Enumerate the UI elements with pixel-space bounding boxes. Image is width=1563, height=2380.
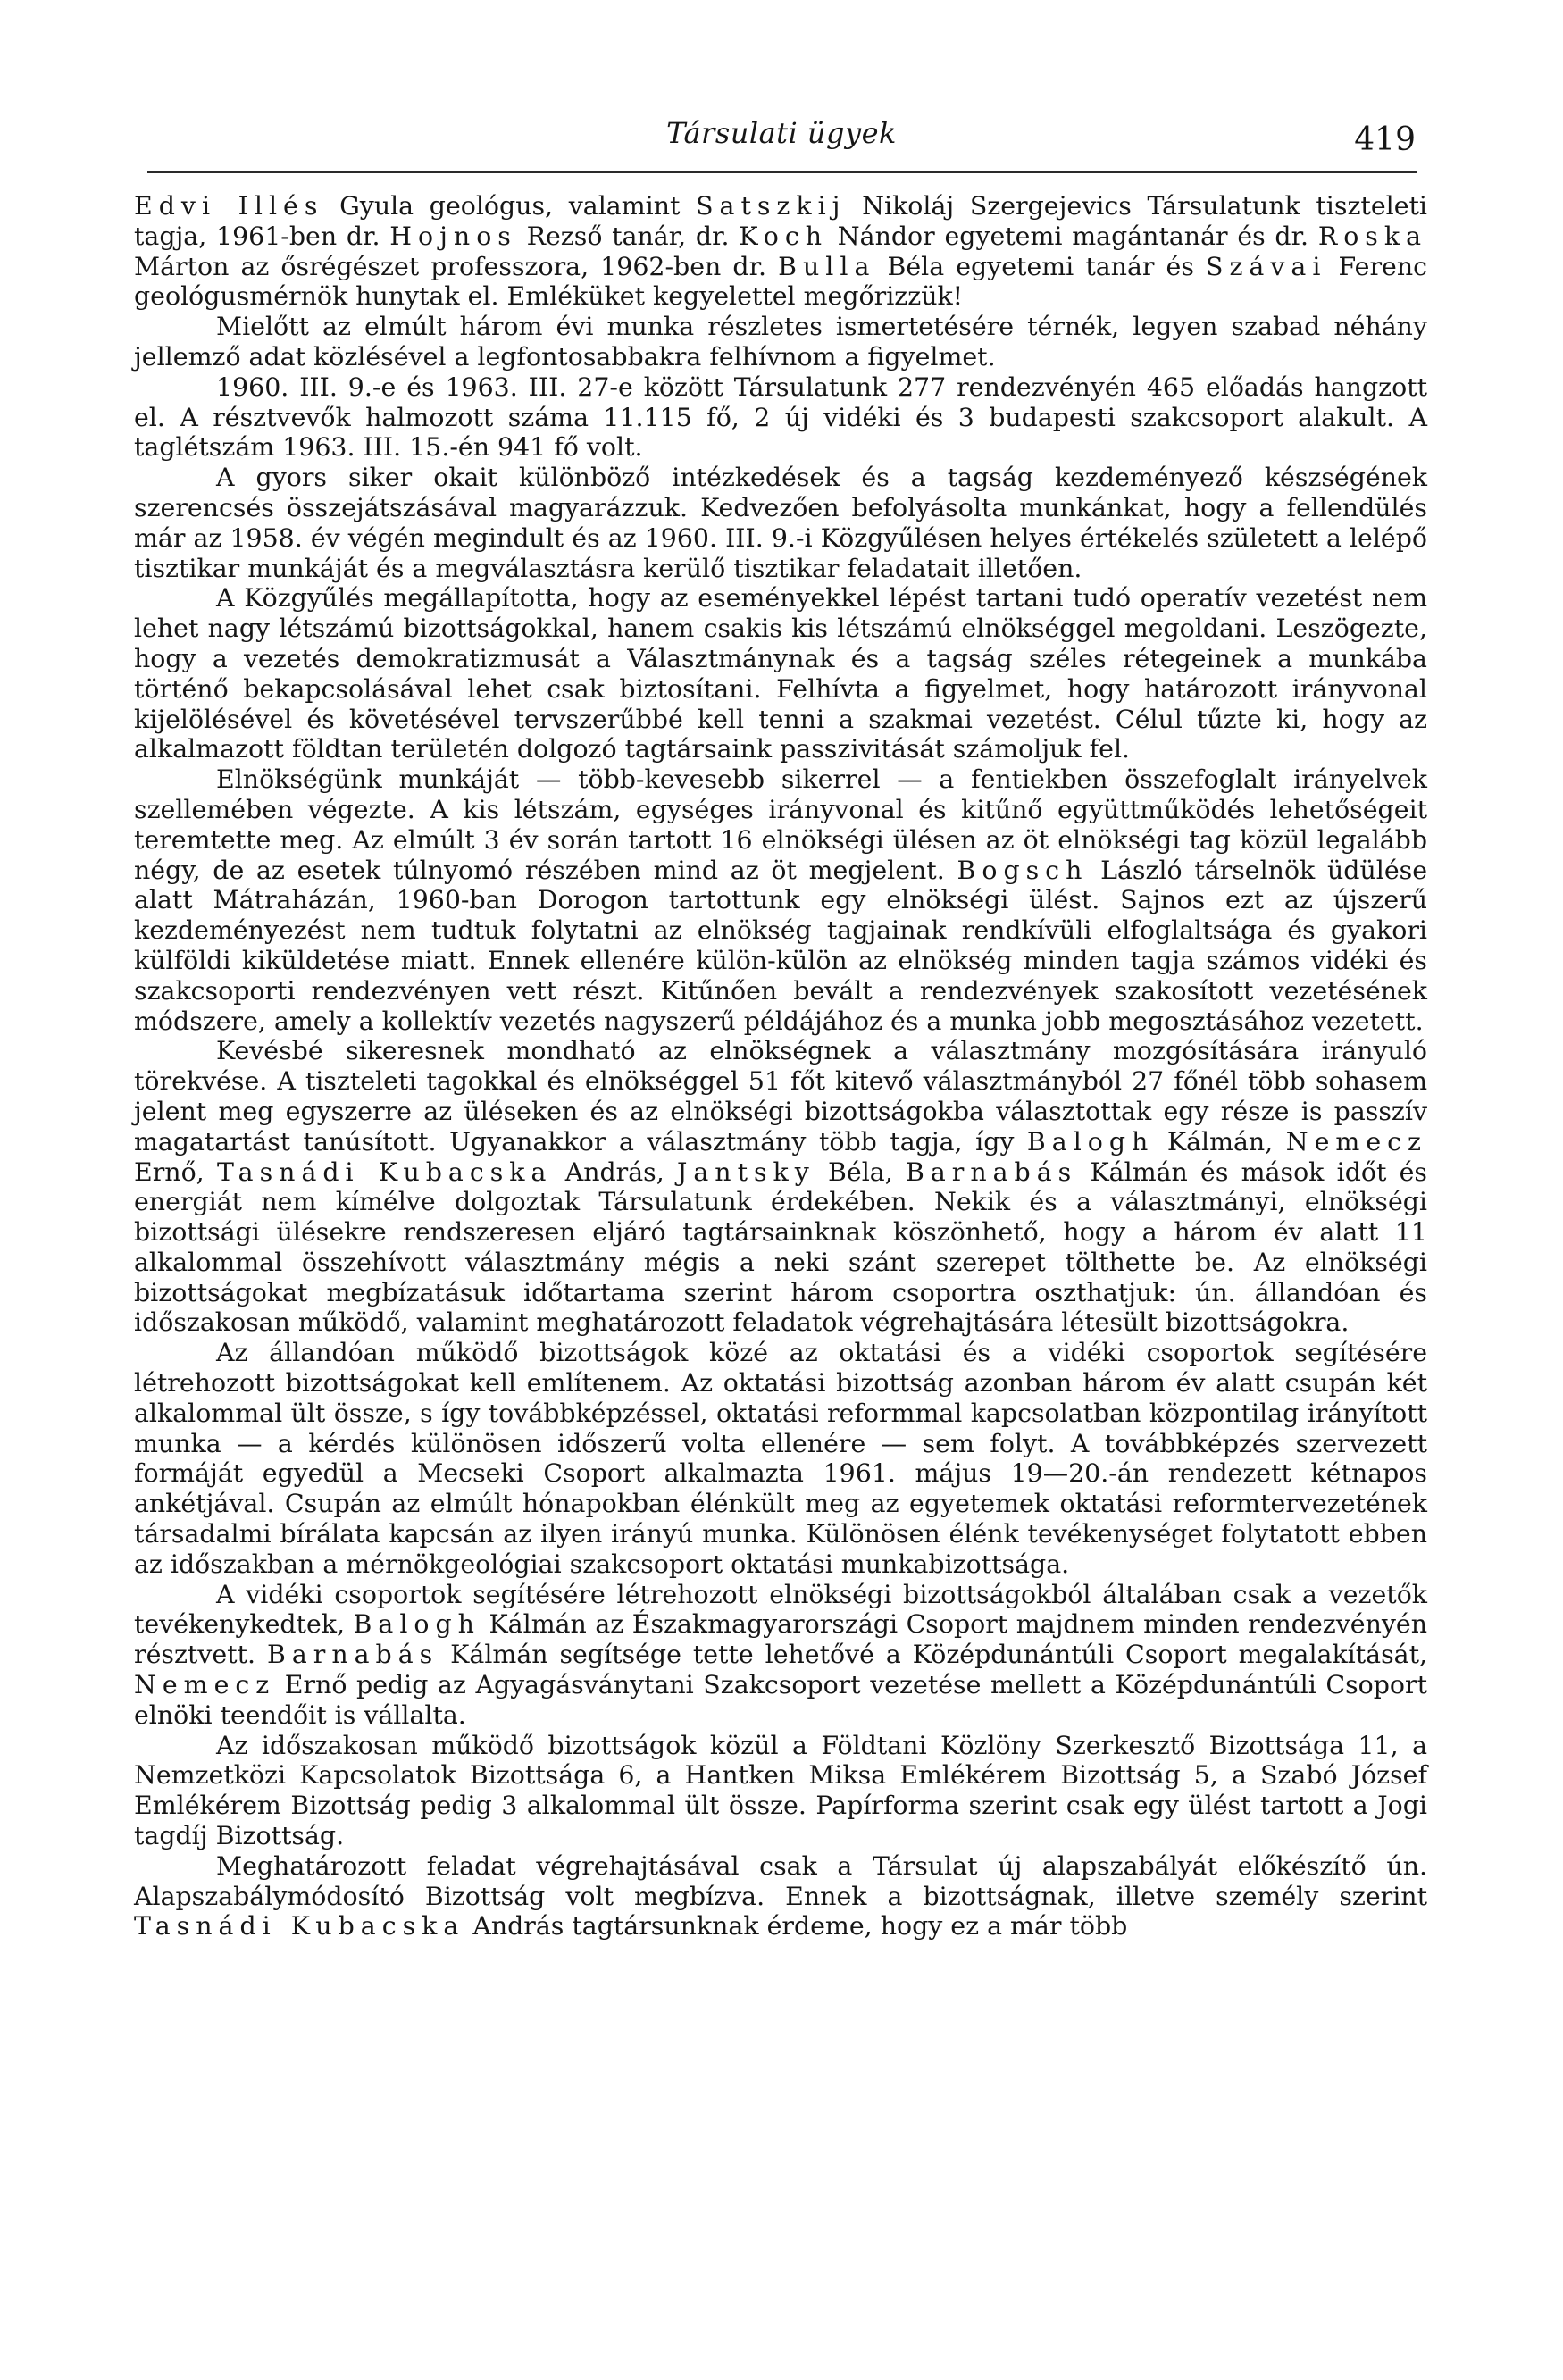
running-head-title: Társulati ügyek <box>666 116 897 150</box>
text-run: Az állandóan működő bizottságok közé az oktatási és a vidéki csoportok segítésére létrehozott bizottságokat kell említenem. Az oktatási bizottság azonban három év alatt csupán két alkalommal ült össze, s így továbbképzéssel, oktatási reformmal kapcsolatban központilag irányított munka — a kérdés különösen időszerű volta ellenére — sem folyt. A továbbképzés szervezett formáját egyedül a Mecseki Csoport alkalmazta 1961. május 19—20.-án rendezett kétnapos ankétjával. Csupán az elmúlt hónapokban élénkült meg az egyetemek oktatási reformtervezetének társadalmi bírálata kapcsán az ilyen irányú munka. Különösen élénk tevékenységet folytatott ebben az időszakban a mérnökgeológiai szakcsoport oktatási munkabizottsága. <box>134 1338 1427 1579</box>
text-run: Ernő, <box>134 1157 217 1187</box>
text-run: A gyors siker okait különböző intézkedések és a tagság kezdeményező készségének szerencsés összejátszásával magyarázzuk. Kedvezően befolyásolta munkánkat, hogy a fellendülés már az 1958. év végén megindult és az 1960. III. 9.-i Közgyűlésen helyes értékelés született a lelépő tisztikar munkáját és a megválasztásra kerülő tisztikar feladatait illetően. <box>134 463 1427 583</box>
text-run: Béla egyetemi tanár és <box>875 251 1207 281</box>
spaced-name: Edvi Illés <box>134 191 324 221</box>
spaced-name: Barnabás <box>905 1157 1078 1187</box>
spaced-name: Barnabás <box>266 1640 439 1670</box>
paragraph <box>134 372 1427 463</box>
text-run: Nikoláj Szergejevics Társulatunk tiszteleti tagja, 1961-ben dr. <box>134 191 1427 251</box>
text-run: Mielőtt az elmúlt három évi munka részletes ismertetésére térnék, legyen szabad néhány jellemző adat közlésével a legfontosabbakra felhívnom a figyelmet. <box>134 312 1427 372</box>
text-run: Kálmán, <box>1154 1126 1286 1157</box>
paragraph <box>134 1580 1427 1731</box>
text-run: Kevésbé sikeresnek mondható az elnökségnek a választmány mozgósítására irányuló törekvése. A tiszteleti tagokkal és elnökséggel 51 főt kitevő választmányból 27 főnél több sohasem jelent meg egyszerre az üléseken és az elnökségi bizottságokba választottak egy része is passzív magatartást tanúsított. Ugyanakkor a választmány több tagja, így <box>134 1036 1427 1157</box>
text-run: Nándor egyetemi magántanár és dr. <box>828 221 1318 251</box>
body-text <box>134 191 1427 1942</box>
paragraph <box>134 191 1427 312</box>
paragraph <box>134 463 1427 583</box>
page-number: 419 <box>1354 121 1416 158</box>
spaced-name: Roska <box>1317 221 1427 251</box>
text-run: Rezső tanár, dr. <box>516 221 740 251</box>
spaced-name: Balogh <box>1026 1126 1155 1157</box>
paragraph <box>134 1036 1427 1338</box>
paragraph <box>134 764 1427 1036</box>
text-run: Kálmán és mások időt és energiát nem kímélve dolgoztak Társulatunk érdekében. Nekik és a választmányi, elnökségi bizottsági ülésekre rendszeresen eljáró tagtársainknak köszönhető, hogy a három év alatt 11 alkalommal összehívott választmány mégis a neki szánt szerepet tölthette be. Az elnökségi bizottságokat megbízatásuk időtartama szerint három csoportra oszthatjuk: ún. állandóan és időszakosan működő, valamint meghatározott feladatok végrehajtására létesült bizottságokra. <box>134 1157 1427 1338</box>
text-run: Kálmán az Északmagyarországi Csoport majdnem minden rendezvényén résztvett. <box>134 1609 1427 1670</box>
spaced-name: Hojnos <box>389 221 517 251</box>
text-run: Márton az ősrégészet professzora, 1962-ben dr. <box>134 251 779 281</box>
text-run: Gyula geológus, valamint <box>323 191 697 221</box>
text-run: Az időszakosan működő bizottságok közül a Földtani Közlöny Szerkesztő Bizottsága 11, a Nemzetközi Kapcsolatok Bizottsága 6, a Hantken Miksa Emlékérem Bizottság 5, a Szabó József Emlékérem Bizottság pedig 3 alkalommal ült össze. Papírforma szerint csak egy ülést tartott a Jogi tagdíj Bizottság. <box>134 1730 1427 1851</box>
text-run: Béla, <box>815 1157 906 1187</box>
text-run: A Közgyűlés megállapította, hogy az eseményekkel lépést tartani tudó operatív vezetést nem lehet nagy létszámú bizottságokkal, hanem csakis kis létszámú elnökséggel megoldani. Leszögezte, hogy a vezetés demokratizmusát a Választmánynak és a tagság széles rétegeinek a munkába történő bekapcsolásával lehet csak biztosítani. Felhívta a figyelmet, hogy határozott irányvonal kijelölésével és követésével tervszerűbbé kell tenni a szakmai vezetést. Célul tűzte ki, hogy az alkalmazott földtan területén dolgozó tagtársaink passzivitását számoljuk fel. <box>134 583 1427 764</box>
text-run: 1960. III. 9.-e és 1963. III. 27-e között Társulatunk 277 rendezvényén 465 előadás hangzott el. A résztvevők halmozott száma 11.115 fő, 2 új vidéki és 3 budapesti szakcsoport alakult. A taglétszám 1963. III. 15.-én 941 fő volt. <box>134 372 1427 463</box>
running-head <box>147 113 1416 166</box>
paragraph <box>134 1731 1427 1851</box>
text-run: A vidéki csoportok segítésére létrehozott elnökségi bizottságokból általában csak a vezetők tevékenykedtek, <box>134 1579 1427 1640</box>
text-run: András, <box>552 1157 677 1187</box>
text-run: Kálmán segítsége tette lehetővé a Középdunántúli Csoport megalakítását, <box>439 1640 1427 1670</box>
spaced-name: Tasnádi Kubacska <box>134 1911 465 1942</box>
header-rule <box>147 171 1417 173</box>
spaced-name: Jantsky <box>676 1157 815 1187</box>
text-run: Ferenc geológusmérnök hunytak el. Emléküket kegyelettel megőrizzük! <box>134 251 1428 312</box>
paragraph <box>134 583 1427 764</box>
paragraph <box>134 1851 1427 1942</box>
spaced-name: Bulla <box>778 251 876 281</box>
spaced-name: Bogsch <box>957 855 1089 885</box>
paragraph <box>134 1338 1427 1579</box>
text-run: László társelnök üdülése alatt Mátraházán, 1960-ban Dorogon tartottunk egy elnökségi ülést. Sajnos ezt az újszerű kezdeményezést nem tudtuk folytatni az elnökség tagjainak rendkívüli elfoglaltsága és gyakori külföldi kiküldetése miatt. Ennek ellenére külön-külön az elnökség minden tagja számos vidéki és szakcsoporti rendezvényen vett részt. Kitűnően bevált a rendezvények szakosított vezetésének módszere, amely a kollektív vezetés nagyszerű példájához és a munka jobb megosztásához vezetett. <box>134 855 1427 1036</box>
spaced-name: Satszkij <box>696 191 847 221</box>
text-run: Elnökségünk munkáját — több-kevesebb sikerrel — a fentiekben összefoglalt irányelvek szellemében végezte. A kis létszám, egységes irányvonal és kitűnő együttműködés lehetőségeit teremtette meg. Az elmúlt 3 év során tartott 16 elnökségi ülésen az öt elnökségi tag közül legalább négy, de az esetek túlnyomó részében mind az öt megjelent. <box>134 764 1427 885</box>
text-run: András tagtársunknak érdeme, hogy ez a már több <box>464 1911 1128 1942</box>
text-run: Ernő pedig az Agyagásványtani Szakcsoport vezetése mellett a Középdunántúli Csoport elnöki teendőit is vállalta. <box>134 1670 1427 1730</box>
paragraph <box>134 312 1427 372</box>
spaced-name: Nemecz <box>1285 1126 1427 1157</box>
spaced-name: Szávai <box>1206 251 1327 281</box>
spaced-name: Balogh <box>353 1609 481 1640</box>
spaced-name: Nemecz <box>134 1670 276 1700</box>
spaced-name: Koch <box>739 221 829 251</box>
spaced-name: Tasnádi Kubacska <box>216 1157 553 1187</box>
text-run: Meghatározott feladat végrehajtásával csak a Társulat új alapszabályát előkészítő ún. Alapszabálymódosító Bizottság volt megbízva. Ennek a bizottságnak, illetve személy szerint <box>134 1850 1427 1911</box>
